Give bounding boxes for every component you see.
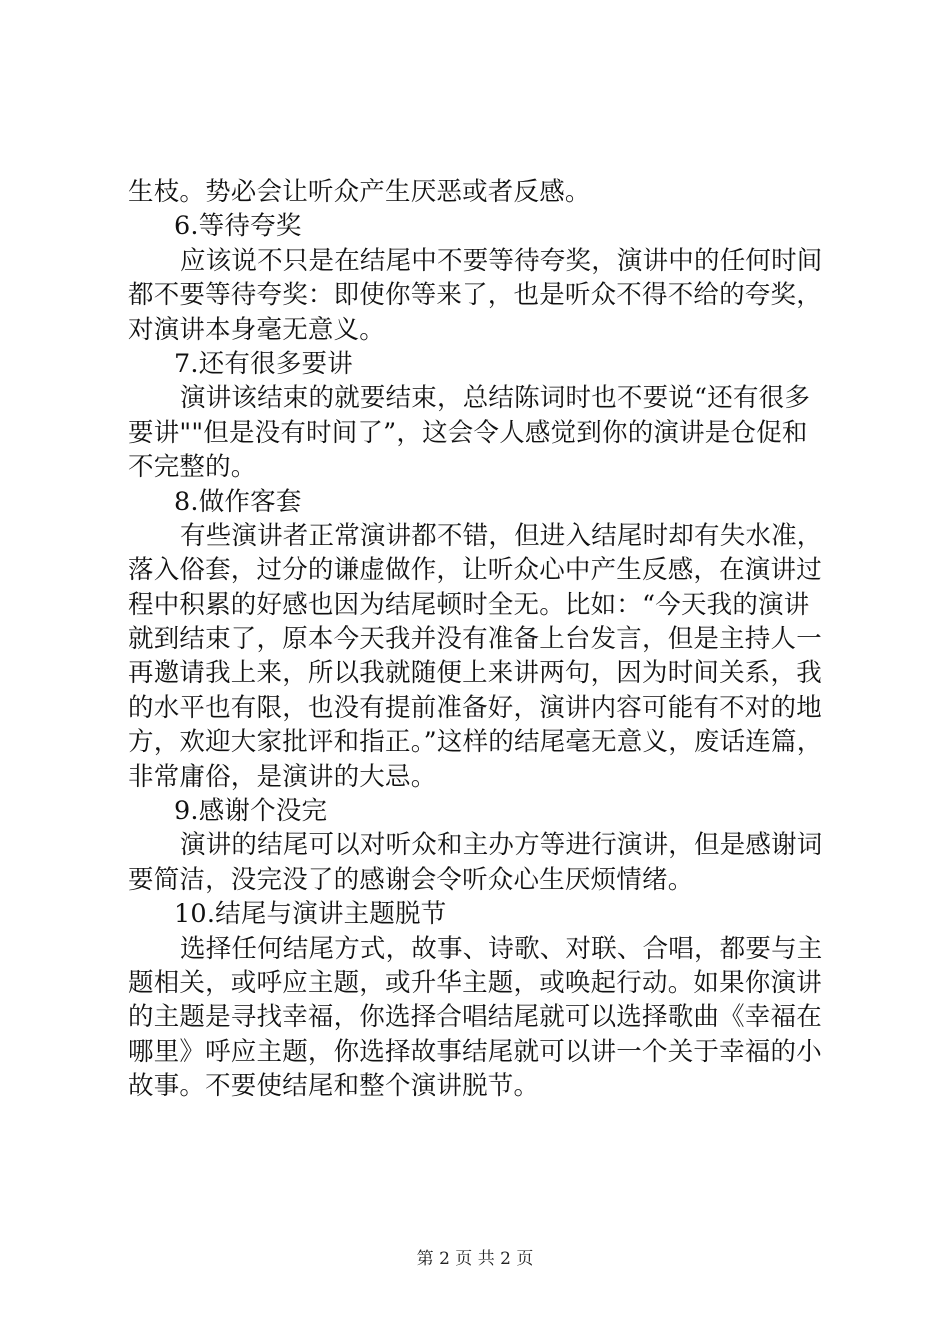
paragraph-line: 对演讲本身毫无意义。 bbox=[128, 314, 386, 345]
paragraph-line: 程中积累的好感也因为结尾顿时全无。比如：“今天我的演讲 bbox=[128, 589, 810, 620]
paragraph-line: 哪里》呼应主题，你选择故事结尾就可以讲一个关于幸福的小 bbox=[128, 1036, 822, 1067]
paragraph-line: 的水平也有限，也没有提前准备好，演讲内容可能有不对的地 bbox=[128, 692, 822, 723]
paragraph-line: 落入俗套，过分的谦虚做作，让听众心中产生反感，在演讲过 bbox=[128, 555, 822, 586]
paragraph-line: 要简洁，没完没了的感谢会令听众心生厌烦情绪。 bbox=[128, 864, 694, 895]
section-heading: 8.做作客套 bbox=[174, 486, 302, 517]
paragraph-line: 再邀请我上来，所以我就随便上来讲两句，因为时间关系，我 bbox=[128, 658, 822, 689]
section-heading: 7.还有很多要讲 bbox=[174, 348, 353, 379]
paragraph-first-line: 有些演讲者正常演讲都不错，但进入结尾时却有失水准， bbox=[180, 520, 823, 551]
paragraph-first-line: 应该说不只是在结尾中不要等待夸奖，演讲中的任何时间 bbox=[180, 245, 823, 276]
paragraph-line: 都不要等待夸奖：即使你等来了，也是听众不得不给的夸奖， bbox=[128, 280, 822, 311]
paragraph-line: 非常庸俗，是演讲的大忌。 bbox=[128, 761, 437, 792]
section-heading: 6.等待夸奖 bbox=[174, 211, 302, 242]
paragraph-line: 要讲""但是没有时间了”，这会令人感觉到你的演讲是仓促和 bbox=[128, 417, 808, 448]
paragraph-line: 的主题是寻找幸福，你选择合唱结尾就可以选择歌曲《幸福在 bbox=[128, 1002, 822, 1033]
paragraph-line: 生枝。势必会让听众产生厌恶或者反感。 bbox=[128, 177, 591, 207]
paragraph-line: 不完整的。 bbox=[128, 452, 257, 483]
paragraph-line: 方，欢迎大家批评和指正。”这样的结尾毫无意义，废话连篇， bbox=[128, 727, 823, 758]
paragraph-first-line: 选择任何结尾方式，故事、诗歌、对联、合唱，都要与主 bbox=[180, 933, 823, 964]
paragraph-first-line: 演讲的结尾可以对听众和主办方等进行演讲，但是感谢词 bbox=[180, 830, 823, 861]
paragraph-first-line: 演讲该结束的就要结束，总结陈词时也不要说“还有很多 bbox=[180, 383, 811, 414]
paragraph-line: 题相关，或呼应主题，或升华主题，或唤起行动。如果你演讲 bbox=[128, 967, 822, 998]
page-footer: 第 2 页 共 2 页 bbox=[416, 1249, 534, 1269]
section-heading: 10.结尾与演讲主题脱节 bbox=[174, 899, 447, 930]
paragraph-line: 故事。不要使结尾和整个演讲脱节。 bbox=[128, 1071, 540, 1102]
section-heading: 9.感谢个没完 bbox=[174, 796, 328, 827]
paragraph-line: 就到结束了，原本今天我并没有准备上台发言，但是主持人一 bbox=[128, 624, 822, 655]
document-body bbox=[128, 175, 833, 1104]
